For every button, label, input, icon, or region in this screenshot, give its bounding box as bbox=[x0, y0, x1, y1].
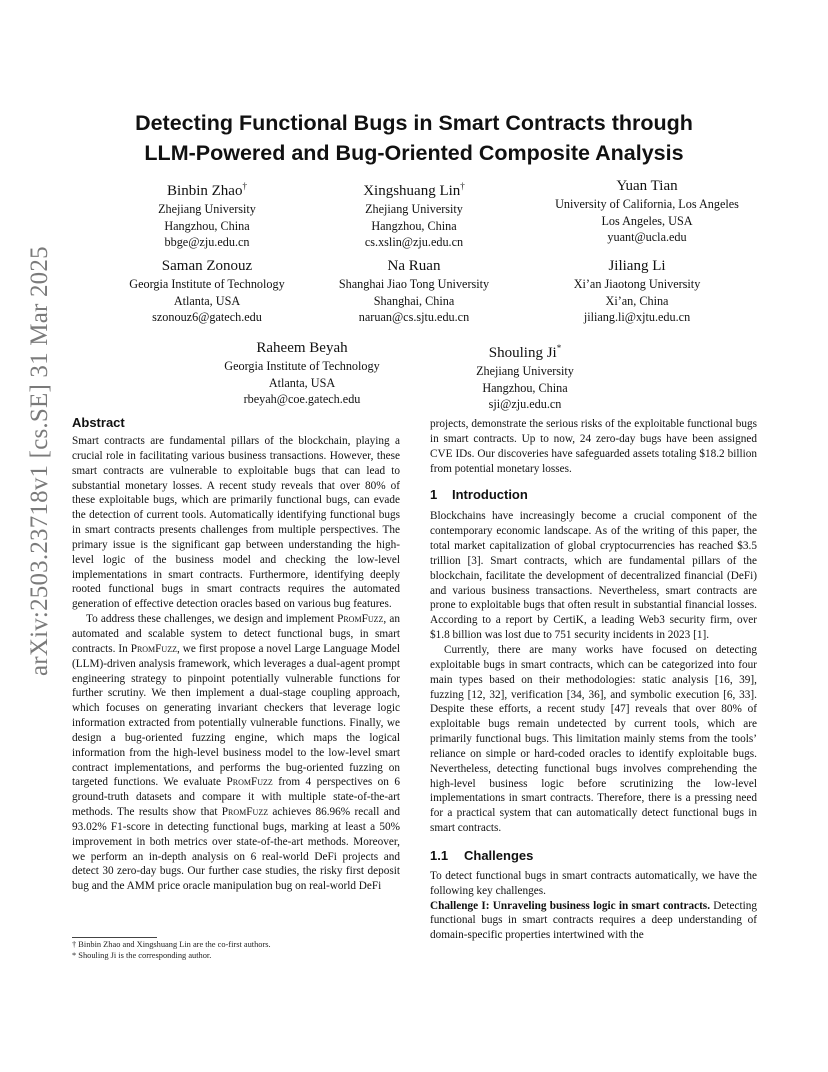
author-email: cs.xslin@zju.edu.cn bbox=[364, 235, 464, 249]
footnote: * Shouling Ji is the corresponding author. bbox=[72, 951, 212, 960]
author-block bbox=[319, 177, 509, 251]
abstract-heading: Abstract bbox=[72, 415, 125, 430]
challenges-paragraph: Challenge I: Unraveling business logic in smart contracts. Detecting functional bugs in smart contracts requires a deep understanding of domain-specific properties intertwined with the bbox=[430, 899, 758, 942]
author-email: rbeyah@coe.gatech.edu bbox=[243, 392, 361, 406]
author-mark: † bbox=[242, 181, 247, 191]
author-affiliation: Georgia Institute of Technology bbox=[224, 359, 380, 373]
abstract-paragraph: To address these challenges, we design and implement PromFuzz, an automated and scalable system to detect functional bugs, in smart contracts. In PromFuzz, we first propose a novel Large Language Model (LLM)-driven analysis framework, which leverages a dual-agent prompt engineering strategy to pinpoint potentially vulnerable functions for further scrutiny. We then implement a dual-stage coupling approach, which focuses on generating invariant checkers that leverage logic information extracted from potentially vulnerable functions. Finally, we design a bug-oriented fuzzing engine, which maps the logical information from the high-level business model to the low-level smart contract implementations, and performs the bug-oriented fuzzing on targeted functions. We evaluate PromFuzz from 4 perspectives on 6 ground-truth datasets and compare it with multiple state-of-the-art methods. The results show that PromFuzz achieves 86.96% recall and 93.02% F1-score in detecting functional bugs, marking at least a 50% improvement in both metrics over state-of-the-art methods. Moreover, we perform an in-depth analysis on 6 real-world DeFi projects and detect 30 zero-day bugs. Our further case studies, the risky first deposit bug and the AMM price oracle manipulation bug on real-world DeFi bbox=[72, 613, 400, 893]
footnote-rule bbox=[72, 937, 157, 938]
author-block bbox=[112, 177, 302, 251]
author-location: Hangzhou, China bbox=[482, 380, 568, 395]
author-name: Jiliang Li bbox=[608, 258, 666, 274]
section-heading-challenges: 1.1 Challenges bbox=[430, 847, 534, 863]
title-line-1: Detecting Functional Bugs in Smart Contracts through bbox=[135, 111, 693, 135]
author-name: Na Ruan bbox=[387, 258, 441, 274]
author-location: Xi’an, China bbox=[605, 293, 669, 308]
system-name: PromFuzz bbox=[130, 642, 177, 655]
author-location: Atlanta, USA bbox=[268, 375, 336, 390]
title-line-2: LLM-Powered and Bug-Oriented Composite Analysis bbox=[144, 141, 684, 165]
abstract-continuation: projects, demonstrate the serious risks of the exploitable functional bugs in smart contracts. Up to now, 24 zero-day bugs have been assigned CVE IDs. Our discoveries have safeguarded assets totaling $18.2 billion from potential monetary losses. bbox=[430, 418, 757, 475]
abstract-paragraph: Smart contracts are fundamental pillars of the blockchain, playing a crucial role in facilitating various business transactions. However, these smart contracts are vulnerable to exploitable bugs that can lead to substantial monetary losses. A recent study reveals that over 80% of these exploitable bugs, which are primarily functional bugs, can evade the detection of current tools. Automatically identifying functional bugs in smart contracts presents challenges from multiple perspectives. The primary issue is the significant gap between understanding the high-level logic of the business model and checking the low-level implementations in smart contracts. Furthermore, identifying deeply rooted functional bugs in smart contracts requires the automated generation of effective detection oracles based on various bug features. bbox=[72, 435, 400, 611]
author-email: sji@zju.edu.cn bbox=[488, 397, 562, 411]
author-location: Los Angeles, USA bbox=[601, 213, 693, 228]
author-block bbox=[430, 339, 620, 413]
author-affiliation: Xi’an Jiaotong University bbox=[573, 277, 701, 291]
footnote: † Binbin Zhao and Xingshuang Lin are the co-first authors. bbox=[72, 940, 271, 949]
author-email: naruan@cs.sjtu.edu.cn bbox=[358, 310, 470, 324]
author-name: Shouling Ji bbox=[488, 345, 557, 361]
author-affiliation: Shanghai Jiao Tong University bbox=[338, 277, 490, 291]
author-affiliation: Zhejiang University bbox=[476, 364, 574, 378]
author-name: Yuan Tian bbox=[616, 178, 678, 194]
system-name: PromFuzz bbox=[226, 776, 273, 789]
author-email: szonouz6@gatech.edu bbox=[152, 310, 262, 324]
author-email: jiliang.li@xjtu.edu.cn bbox=[583, 310, 691, 324]
author-block bbox=[197, 339, 407, 408]
author-affiliation: Zhejiang University bbox=[365, 202, 463, 216]
author-location: Atlanta, USA bbox=[173, 293, 241, 308]
author-location: Shanghai, China bbox=[373, 293, 455, 308]
author-mark: * bbox=[556, 343, 562, 353]
author-affiliation: Georgia Institute of Technology bbox=[129, 277, 285, 291]
system-name: PromFuzz bbox=[337, 613, 384, 626]
author-email: yuant@ucla.edu bbox=[607, 230, 687, 244]
author-name: Binbin Zhao bbox=[167, 183, 243, 199]
section-heading-introduction: 1 Introduction bbox=[430, 487, 528, 503]
author-name: Saman Zonouz bbox=[161, 258, 253, 274]
system-name: PromFuzz bbox=[221, 806, 269, 819]
challenges-paragraph: To detect functional bugs in smart contracts automatically, we have the following key challenges. bbox=[430, 869, 757, 897]
challenge-lead: Challenge I: Unraveling business logic in smart contracts. bbox=[430, 899, 711, 912]
author-block bbox=[92, 257, 322, 326]
author-affiliation: University of California, Los Angeles bbox=[555, 197, 739, 211]
arxiv-identifier: arXiv:2503.23718v1 [cs.SE] 31 Mar 2025 bbox=[26, 246, 53, 676]
paper-title bbox=[100, 108, 728, 168]
right-column bbox=[430, 417, 757, 943]
author-mark: † bbox=[460, 181, 465, 191]
author-email: bbge@zju.edu.cn bbox=[164, 235, 250, 249]
intro-paragraph: Currently, there are many works have focused on detecting exploitable bugs in smart contracts, which can be categorized into four main types based on their methodologies: static analysis [16, 39], fuzzing [12, 32], verification [34, 36], and symbolic execution [6, 33]. Despite these efforts, a recent study [47] reveals that over 80% of exploitable bugs remain undetected by current tools, which are primarily functional bugs. This limitation mainly stems from the tools’ reliance on simple or hard-coded oracles to identify exploitable bugs. Nevertheless, detecting functional bugs involves comprehending the high-level business logic before scrutinizing the low-level implementations in smart contracts. Therefore, there is a pressing need for a practical system that can automatically detect functional bugs in smart contracts. bbox=[430, 643, 757, 835]
intro-paragraph: Blockchains have increasingly become a crucial component of the contemporary economic landscape. As of the writing of this paper, the total market capitalization of global cryptocurrencies has reached $3.5 trillion [3]. Smart contracts, which are fundamental pillars of the blockchain, facilitate the development of decentralized financial (DeFi) and various business transactions. Nevertheless, smart contracts are prone to exploitable bugs that often result in substantial financial losses. According to a report by CertiK, a leading Web3 security firm, over $1.8 billion was lost due to 751 security incidents in 2023 [1]. bbox=[430, 510, 757, 642]
author-location: Hangzhou, China bbox=[164, 218, 250, 233]
left-column bbox=[72, 415, 400, 894]
author-block bbox=[537, 257, 737, 326]
author-affiliation: Zhejiang University bbox=[158, 202, 256, 216]
author-block bbox=[314, 257, 514, 326]
author-name: Raheem Beyah bbox=[256, 340, 348, 356]
author-block bbox=[522, 177, 772, 246]
author-location: Hangzhou, China bbox=[371, 218, 457, 233]
author-name: Xingshuang Lin bbox=[363, 183, 461, 199]
